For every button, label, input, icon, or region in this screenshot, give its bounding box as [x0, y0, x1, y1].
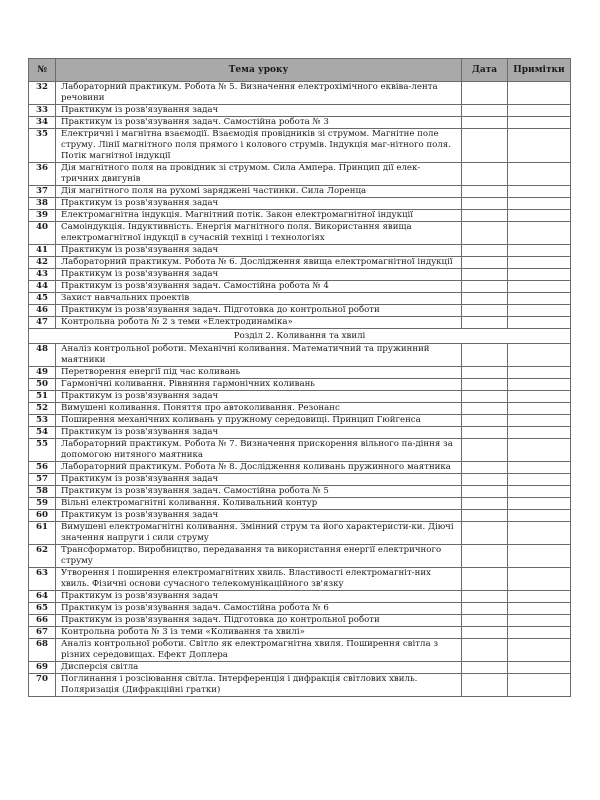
lesson-number: 57: [29, 474, 56, 486]
lesson-number: 40: [29, 222, 56, 245]
date-cell[interactable]: [462, 486, 508, 498]
table-row: [29, 568, 571, 591]
lesson-topic: Лабораторний практикум. Робота № 6. Дослідження явища електромагнітної індукції: [56, 257, 462, 269]
table-row: [29, 245, 571, 257]
table-row: [29, 545, 571, 568]
lesson-topic: Дія магнітного поля на провідник зі струмом. Сила Ампера. Принцип дії елек-тричних двигунів: [56, 163, 462, 186]
date-cell[interactable]: [462, 105, 508, 117]
lesson-number: 52: [29, 403, 56, 415]
table-row: [29, 198, 571, 210]
notes-cell[interactable]: [508, 317, 571, 329]
lesson-topic: Утворення і поширення електромагнітних хвиль. Властивості електромагніт-них хвиль. Фізичні основи сучасного телекомунікаційного зв'язку: [56, 568, 462, 591]
notes-cell[interactable]: [508, 379, 571, 391]
table-row: [29, 210, 571, 222]
date-cell[interactable]: [462, 367, 508, 379]
table-row: [29, 293, 571, 305]
lesson-topic: Практикум із розв'язування задач: [56, 591, 462, 603]
date-cell[interactable]: [462, 674, 508, 697]
date-cell[interactable]: [462, 591, 508, 603]
notes-cell[interactable]: [508, 486, 571, 498]
lesson-topic: Практикум із розв'язування задач: [56, 198, 462, 210]
lesson-number: 45: [29, 293, 56, 305]
lesson-topic: Трансформатор. Виробництво, передавання та використання енергії електричного струму: [56, 545, 462, 568]
table-header-row: [29, 59, 571, 82]
table-row: [29, 163, 571, 186]
table-row: [29, 615, 571, 627]
lesson-topic: Дисперсія світла: [56, 662, 462, 674]
lesson-number: 44: [29, 281, 56, 293]
table-row: [29, 462, 571, 474]
date-cell[interactable]: [462, 639, 508, 662]
notes-cell[interactable]: [508, 293, 571, 305]
notes-cell[interactable]: [508, 427, 571, 439]
date-cell[interactable]: [462, 415, 508, 427]
date-cell[interactable]: [462, 474, 508, 486]
lesson-number: 35: [29, 129, 56, 163]
table-row: [29, 379, 571, 391]
header-date: Дата: [462, 59, 508, 82]
lesson-number: 32: [29, 82, 56, 105]
lesson-number: 38: [29, 198, 56, 210]
lesson-plan-table: [28, 58, 571, 697]
date-cell[interactable]: [462, 163, 508, 186]
lesson-topic: Практикум із розв'язування задач: [56, 427, 462, 439]
date-cell[interactable]: [462, 281, 508, 293]
date-cell[interactable]: [462, 186, 508, 198]
section-divider: [29, 329, 571, 344]
lesson-topic: Аналіз контрольної роботи. Механічні коливання. Математичний та пружинний маятники: [56, 344, 462, 367]
date-cell[interactable]: [462, 379, 508, 391]
lesson-number: 49: [29, 367, 56, 379]
date-cell[interactable]: [462, 662, 508, 674]
date-cell[interactable]: [462, 222, 508, 245]
date-cell[interactable]: [462, 269, 508, 281]
date-cell[interactable]: [462, 344, 508, 367]
notes-cell[interactable]: [508, 391, 571, 403]
lesson-number: 47: [29, 317, 56, 329]
date-cell[interactable]: [462, 510, 508, 522]
table-row: [29, 105, 571, 117]
table-row: [29, 367, 571, 379]
notes-cell[interactable]: [508, 305, 571, 317]
notes-cell[interactable]: [508, 603, 571, 615]
date-cell[interactable]: [462, 603, 508, 615]
notes-cell[interactable]: [508, 522, 571, 545]
lesson-topic: Поширення механічних коливань у пружному середовищі. Принцип Гюйгенса: [56, 415, 462, 427]
lesson-number: 53: [29, 415, 56, 427]
lesson-number: 56: [29, 462, 56, 474]
lesson-topic: Практикум із розв'язування задач: [56, 245, 462, 257]
table-row: [29, 639, 571, 662]
date-cell[interactable]: [462, 129, 508, 163]
notes-cell[interactable]: [508, 198, 571, 210]
lesson-topic: Контрольна робота № 3 із теми «Коливання та хвилі»: [56, 627, 462, 639]
date-cell[interactable]: [462, 117, 508, 129]
notes-cell[interactable]: [508, 568, 571, 591]
lesson-topic: Практикум із розв'язування задач: [56, 474, 462, 486]
table-row: [29, 674, 571, 697]
header-topic: Тема уроку: [56, 59, 462, 82]
lesson-topic: Лабораторний практикум. Робота № 7. Визначення прискорення вільного па-діння за допомогою нитяного маятника: [56, 439, 462, 462]
lesson-number: 34: [29, 117, 56, 129]
table-row: [29, 344, 571, 367]
table-row: [29, 129, 571, 163]
date-cell[interactable]: [462, 257, 508, 269]
date-cell[interactable]: [462, 427, 508, 439]
notes-cell[interactable]: [508, 510, 571, 522]
notes-cell[interactable]: [508, 105, 571, 117]
lesson-topic: Практикум із розв'язування задач. Самостійна робота № 6: [56, 603, 462, 615]
lesson-topic: Перетворення енергії під час коливань: [56, 367, 462, 379]
notes-cell[interactable]: [508, 82, 571, 105]
lesson-number: 55: [29, 439, 56, 462]
table-row: [29, 486, 571, 498]
lesson-topic: Практикум із розв'язування задач. Самостійна робота № 4: [56, 281, 462, 293]
notes-cell[interactable]: [508, 639, 571, 662]
table-row: [29, 439, 571, 462]
lesson-number: 60: [29, 510, 56, 522]
section-title: Розділ 2. Коливання та хвилі: [29, 329, 571, 344]
lesson-number: 33: [29, 105, 56, 117]
table-body-part2: [29, 344, 571, 697]
date-cell[interactable]: [462, 439, 508, 462]
lesson-number: 50: [29, 379, 56, 391]
lesson-topic: Самоіндукція. Індуктивність. Енергія магнітного поля. Використання явища електромагнітної індукції в сучасній техніці і технологіях: [56, 222, 462, 245]
notes-cell[interactable]: [508, 186, 571, 198]
lesson-number: 65: [29, 603, 56, 615]
date-cell[interactable]: [462, 391, 508, 403]
notes-cell[interactable]: [508, 245, 571, 257]
lesson-number: 51: [29, 391, 56, 403]
lesson-number: 59: [29, 498, 56, 510]
lesson-topic: Гармонічні коливання. Рівняння гармонічних коливань: [56, 379, 462, 391]
lesson-number: 69: [29, 662, 56, 674]
notes-cell[interactable]: [508, 129, 571, 163]
lesson-number: 67: [29, 627, 56, 639]
lesson-topic: Практикум із розв'язування задач: [56, 391, 462, 403]
notes-cell[interactable]: [508, 439, 571, 462]
lesson-number: 36: [29, 163, 56, 186]
lesson-topic: Лабораторний практикум. Робота № 8. Дослідження коливань пружинного маятника: [56, 462, 462, 474]
lesson-topic: Лабораторний практикум. Робота № 5. Визначення електрохімічного еквіва-лента речовини: [56, 82, 462, 105]
notes-cell[interactable]: [508, 474, 571, 486]
date-cell[interactable]: [462, 462, 508, 474]
lesson-topic: Захист навчальних проектів: [56, 293, 462, 305]
date-cell[interactable]: [462, 305, 508, 317]
table-row: [29, 281, 571, 293]
table-row: [29, 591, 571, 603]
table-row: [29, 498, 571, 510]
lesson-topic: Практикум із розв'язування задач: [56, 269, 462, 281]
lesson-plan-page: [28, 58, 570, 697]
notes-cell[interactable]: [508, 545, 571, 568]
table-row: [29, 627, 571, 639]
date-cell[interactable]: [462, 627, 508, 639]
lesson-topic: Практикум із розв'язування задач. Самостійна робота № 5: [56, 486, 462, 498]
date-cell[interactable]: [462, 245, 508, 257]
notes-cell[interactable]: [508, 117, 571, 129]
date-cell[interactable]: [462, 615, 508, 627]
notes-cell[interactable]: [508, 257, 571, 269]
table-row: [29, 186, 571, 198]
lesson-topic: Практикум із розв'язування задач. Підготовка до контрольної роботи: [56, 615, 462, 627]
lesson-number: 37: [29, 186, 56, 198]
notes-cell[interactable]: [508, 498, 571, 510]
notes-cell[interactable]: [508, 163, 571, 186]
lesson-number: 39: [29, 210, 56, 222]
lesson-number: 64: [29, 591, 56, 603]
table-row: [29, 522, 571, 545]
table-row: [29, 415, 571, 427]
table-row: [29, 662, 571, 674]
date-cell[interactable]: [462, 317, 508, 329]
lesson-topic: Дія магнітного поля на рухомі заряджені частинки. Сила Лоренца: [56, 186, 462, 198]
date-cell[interactable]: [462, 522, 508, 545]
table-row: [29, 603, 571, 615]
table-row: [29, 317, 571, 329]
table-row: [29, 391, 571, 403]
notes-cell[interactable]: [508, 662, 571, 674]
header-number: №: [29, 59, 56, 82]
notes-cell[interactable]: [508, 615, 571, 627]
date-cell[interactable]: [462, 545, 508, 568]
notes-cell[interactable]: [508, 591, 571, 603]
lesson-topic: Практикум із розв'язування задач: [56, 510, 462, 522]
lesson-number: 41: [29, 245, 56, 257]
lesson-number: 54: [29, 427, 56, 439]
lesson-topic: Практикум із розв'язування задач. Самостійна робота № 3: [56, 117, 462, 129]
section-row: [29, 329, 571, 344]
notes-cell[interactable]: [508, 674, 571, 697]
date-cell[interactable]: [462, 198, 508, 210]
table-row: [29, 82, 571, 105]
table-row: [29, 305, 571, 317]
notes-cell[interactable]: [508, 462, 571, 474]
date-cell[interactable]: [462, 82, 508, 105]
notes-cell[interactable]: [508, 627, 571, 639]
notes-cell[interactable]: [508, 281, 571, 293]
date-cell[interactable]: [462, 403, 508, 415]
header-notes: Примітки: [508, 59, 571, 82]
notes-cell[interactable]: [508, 210, 571, 222]
lesson-topic: Контрольна робота № 2 з теми «Електродинаміка»: [56, 317, 462, 329]
notes-cell[interactable]: [508, 367, 571, 379]
lesson-topic: Поглинання і розсіювання світла. Інтерференція і дифракція світлових хвиль. Поляризація (Дифракційні гратки): [56, 674, 462, 697]
lesson-topic: Вимушені коливання. Поняття про автоколивання. Резонанс: [56, 403, 462, 415]
notes-cell[interactable]: [508, 269, 571, 281]
notes-cell[interactable]: [508, 344, 571, 367]
lesson-number: 48: [29, 344, 56, 367]
table-row: [29, 510, 571, 522]
lesson-topic: Електромагнітна індукція. Магнітний потік. Закон електромагнітної індукції: [56, 210, 462, 222]
table-body-part1: [29, 82, 571, 329]
lesson-number: 42: [29, 257, 56, 269]
lesson-topic: Практикум із розв'язування задач: [56, 105, 462, 117]
lesson-topic: Аналіз контрольної роботи. Світло як електромагнітна хвиля. Поширення світла з різних середовищах. Ефект Доплера: [56, 639, 462, 662]
table-row: [29, 257, 571, 269]
lesson-topic: Електричні і магнітна взаємодії. Взаємодія провідників зі струмом. Магнітне поле струму. Лінії магнітного поля прямого і колового струмів. Індукція маг-нітного поля. Потік магнітної індукції: [56, 129, 462, 163]
lesson-number: 43: [29, 269, 56, 281]
lesson-number: 58: [29, 486, 56, 498]
date-cell[interactable]: [462, 210, 508, 222]
lesson-number: 62: [29, 545, 56, 568]
notes-cell[interactable]: [508, 415, 571, 427]
date-cell[interactable]: [462, 568, 508, 591]
lesson-number: 66: [29, 615, 56, 627]
lesson-number: 61: [29, 522, 56, 545]
table-row: [29, 474, 571, 486]
table-row: [29, 222, 571, 245]
table-row: [29, 427, 571, 439]
table-row: [29, 117, 571, 129]
lesson-number: 46: [29, 305, 56, 317]
lesson-number: 70: [29, 674, 56, 697]
notes-cell[interactable]: [508, 403, 571, 415]
lesson-topic: Практикум із розв'язування задач. Підготовка до контрольної роботи: [56, 305, 462, 317]
table-row: [29, 269, 571, 281]
lesson-number: 63: [29, 568, 56, 591]
lesson-topic: Вільні електромагнітні коливання. Коливальний контур: [56, 498, 462, 510]
date-cell[interactable]: [462, 498, 508, 510]
table-row: [29, 403, 571, 415]
lesson-number: 68: [29, 639, 56, 662]
notes-cell[interactable]: [508, 222, 571, 245]
date-cell[interactable]: [462, 293, 508, 305]
lesson-topic: Вимушені електромагнітні коливання. Змінний струм та його характеристи-ки. Діючі значення напруги і сили струму: [56, 522, 462, 545]
